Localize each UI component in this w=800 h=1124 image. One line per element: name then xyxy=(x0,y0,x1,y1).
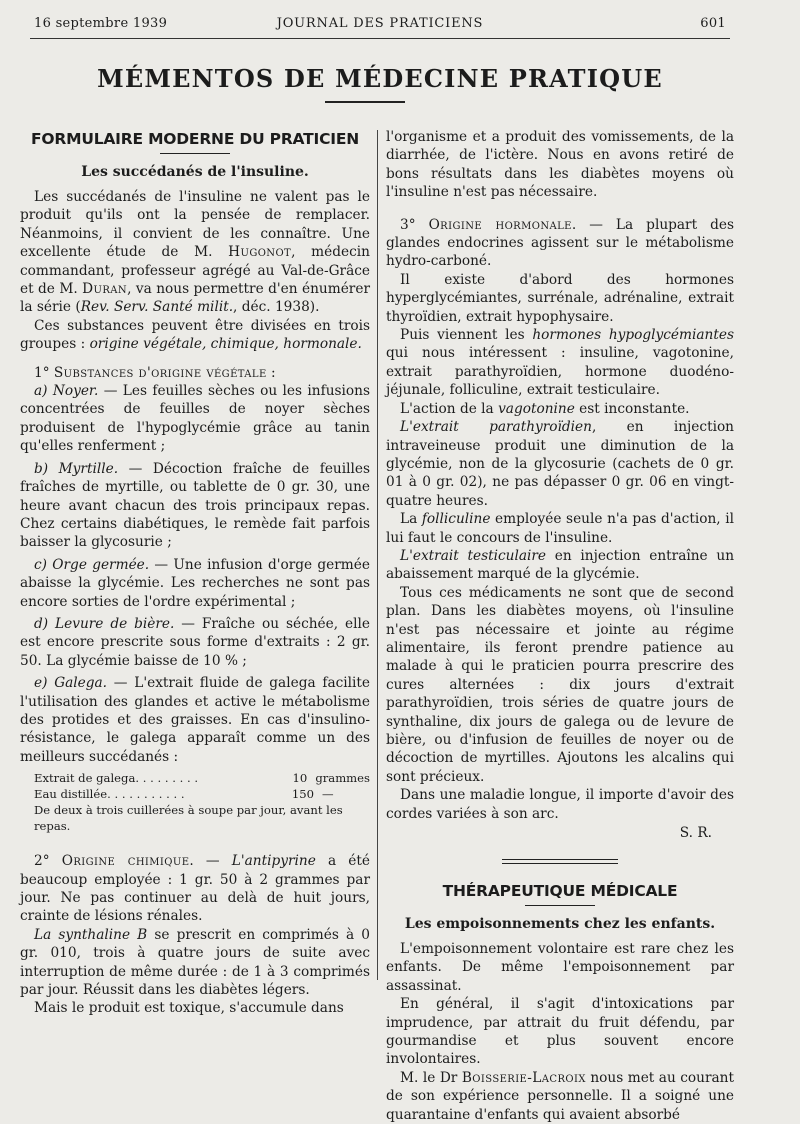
text-run: L'action de la xyxy=(400,400,499,417)
recipe-unit: — xyxy=(322,787,334,802)
section-rule xyxy=(525,905,595,906)
text-run: se prescrit en comprimés à 0 gr. 010, trois à quatre jours de suite avec interruption de même durée : de 1 à 3 comprimés par jour. Réussit dans les diabètes légers. xyxy=(20,926,370,999)
section-title-formulaire: FORMULAIRE MODERNE DU PRATICIEN xyxy=(31,130,359,148)
item-levure xyxy=(20,615,370,670)
journal-title: JOURNAL DES PRATICIENS xyxy=(276,16,484,31)
item-label: e) Galega. xyxy=(34,675,108,692)
text-run: a été beaucoup employée : 1 gr. 50 à 2 grammes par jour. Ne pas continuer au delà de huit jours, crainte de lésions rénales. xyxy=(20,853,370,925)
drug-name: La synthaline B xyxy=(34,926,148,943)
recipe-unit: grammes xyxy=(315,771,370,786)
emphasis: hormones hypoglycémiantes xyxy=(532,327,734,344)
item-galega xyxy=(20,674,370,766)
text-run: , médecin commandant, professeur agrégé au Val-de-Grâce et de M. xyxy=(20,244,370,298)
text-run: Ces substances peuvent être divisées en trois groupes : xyxy=(20,317,370,353)
emphasis: L'extrait testiculaire xyxy=(400,547,547,564)
text-run: Puis viennent les xyxy=(400,327,533,344)
paragraph-hyperglycemiantes: Il existe d'abord des hormones hyperglycémiantes, surrénale, adrénaline, extrait thyroïdien, extrait hypophysaire. xyxy=(386,271,734,325)
paragraph-chimique xyxy=(20,852,370,926)
subsection-title: Substances d'origine végétale xyxy=(53,364,267,381)
paragraph-vagotonine xyxy=(386,400,734,418)
paragraph-parathyroidien xyxy=(386,418,734,510)
signature: S. R. xyxy=(679,825,712,842)
paragraph-folliculine xyxy=(386,510,734,547)
header-rule xyxy=(30,38,730,39)
text-run: Les succédanés de l'insuline ne valent pas le produit qu'ils ont la pensée de remplacer. Néanmoins, il convient de les connaître. Une excellente étude de M. xyxy=(20,189,370,261)
item-orge xyxy=(20,556,370,611)
text-run: qui nous intéressent : insuline, vagotonine, extrait parathyroïdien, hormone duodéno-jéjunale, folliculine, extrait testiculaire. xyxy=(386,345,734,399)
paragraph-hypoglycemiantes xyxy=(386,326,734,400)
text-run: nous met au courant de son expérience personnelle. Il a soigné une quarantaine d'enfants qui avaient absorbé xyxy=(386,1069,734,1123)
article-subtitle-empoisonnements: Les empoisonnements chez les enfants. xyxy=(404,916,716,933)
page-title: MÉMENTOS DE MÉDECINE PRATIQUE xyxy=(97,64,663,93)
page-header xyxy=(30,16,730,36)
recipe-row xyxy=(20,770,370,786)
item-text: — Décoction fraîche de feuilles fraîches de myrtille, ou tablette de 0 gr. 30, une heure avant chacun des trois principaux repas. Chez certains diabétiques, le remède fait parfois baisser la glycosurie ; xyxy=(20,460,370,551)
section-rule xyxy=(160,153,230,154)
item-label: c) Orge germée. xyxy=(34,556,150,573)
paragraph-boisserie xyxy=(386,1069,734,1124)
text-run: 1° xyxy=(34,364,54,381)
item-text: — L'extrait fluide de galega facilite l'utilisation des glandes et active le métabolisme des protides et des graisses. En cas d'insulino-résistance, le galega apparaît comme un des meilleurs succédanés : xyxy=(20,675,370,765)
paragraph-tous: Tous ces médicaments ne sont que de second plan. Dans les diabètes moyens, où l'insuline n'est pas nécessaire et jointe au régime alimentaire, ils feront prendre patience au malade à qui le praticien pourra prescrire des cures alternées : dix jours d'extrait parathyroïdien, trois séries de quatre jours de synthaline, dix jours de galega ou de levure de bière, ou d'infusion de feuilles de noyer ou de décoction de myrtilles. Ajoutons les alcalins qui sont précieux. xyxy=(386,584,734,785)
item-label: d) Levure de bière. xyxy=(34,615,175,632)
paragraph-mais: Mais le produit est toxique, s'accumule dans xyxy=(34,1000,344,1017)
recipe-ingredient: Extrait de galega. . . . . . . . . xyxy=(34,771,199,786)
author-name-hugonot: Hugonot xyxy=(228,244,292,261)
paragraph-empoisonnement: L'empoisonnement volontaire est rare chez les enfants. De même l'empoisonnement par assassinat. xyxy=(386,941,734,994)
recipe-quantity: 10 xyxy=(292,771,308,786)
section-separator xyxy=(502,859,618,864)
section-title-therapeutique: THÉRAPEUTIQUE MÉDICALE xyxy=(442,882,678,901)
item-label: b) Myrtille. xyxy=(34,460,119,477)
author-name-duran: Duran xyxy=(82,281,128,298)
item-text: — Fraîche ou séchée, elle est encore prescrite sous forme d'extraits : 2 gr. 50. La glycémie baisse de 10 % ; xyxy=(20,615,370,669)
left-column xyxy=(20,128,370,1018)
recipe-row xyxy=(20,786,370,802)
text-run: : xyxy=(266,364,276,381)
emphasis: vagotonine xyxy=(498,400,575,417)
issue-date: 16 septembre 1939 xyxy=(34,16,168,31)
item-text: — Une infusion d'orge germée abaisse la glycémie. Les recherches ne sont pas encore sorties de l'ordre expérimental ; xyxy=(20,556,370,610)
heading-vegetal xyxy=(20,364,370,382)
recipe-box xyxy=(20,770,370,834)
text-run: . — La plupart des glandes endocrines agissent sur le métabolisme hydro-carboné. xyxy=(386,216,734,270)
subsection-title: Origine hormonale xyxy=(428,216,572,233)
article-subtitle-insuline: Les succédanés de l'insuline. xyxy=(81,164,309,180)
paragraph-groups xyxy=(20,317,370,354)
text-run: , va nous permettre d'en énumérer la série ( xyxy=(20,281,370,316)
text-run: 3° xyxy=(400,216,429,233)
text-run: en injection entraîne un abaissement marqué de la glycémie. xyxy=(386,547,735,583)
emphasis: folliculine xyxy=(421,511,491,528)
paragraph-continuation: l'organisme et a produit des vomissements, de la diarrhée, de l'ictère. Nous en avons retiré de bons résultats dans les diabètes moyens où l'insuline n'est pas nécessaire. xyxy=(386,129,734,201)
paragraph-testiculaire xyxy=(386,547,734,584)
text-run: 2° xyxy=(34,853,62,870)
title-rule xyxy=(325,101,405,103)
paragraph-synthaline xyxy=(20,926,370,1000)
recipe-note: De deux à trois cuillerées à soupe par jour, avant les repas. xyxy=(34,803,343,834)
emphasis: L'extrait parathyroïdien xyxy=(400,419,592,436)
drug-name: L'antipyrine xyxy=(231,853,316,870)
item-noyer xyxy=(20,382,370,456)
item-label: a) Noyer. xyxy=(34,383,99,400)
recipe-quantity: 150 xyxy=(291,787,314,802)
paragraph-hormonale xyxy=(386,216,734,271)
paragraph-general: En général, il s'agit d'intoxications par imprudence, par attrait du fruit défendu, par gourmandise et plus souvent encore involontaires. xyxy=(386,996,734,1068)
text-run: , en injection intraveineuse produit une diminution de la glycémie, non de la glycosurie (cachets de 0 gr. 01 à 0 gr. 02), ne pas dépasser 0 gr. 06 en vingt-quatre heures. xyxy=(386,419,735,509)
text-run: La xyxy=(400,511,422,528)
text-run: est inconstante. xyxy=(574,400,690,417)
journal-reference: Rev. Serv. Santé milit. xyxy=(80,299,234,316)
text-run: employée seule n'a pas d'action, il lui faut le concours de l'insuline. xyxy=(386,511,734,546)
right-column xyxy=(386,128,734,1124)
item-text: — Les feuilles sèches ou les infusions concentrées de feuilles de noyer sèches produisent de l'hypoglycémie grâce au tanin qu'elles renferment ; xyxy=(20,383,370,455)
text-run: . — xyxy=(189,853,232,870)
page-number: 601 xyxy=(700,16,726,31)
column-divider xyxy=(377,130,378,980)
item-myrtille xyxy=(20,460,370,552)
text-run: , déc. 1938). xyxy=(233,299,320,316)
paragraph-intro xyxy=(20,188,370,317)
subsection-title: Origine chimique xyxy=(61,853,190,870)
recipe-ingredient: Eau distillée. . . . . . . . . . . xyxy=(34,787,185,802)
author-name-boisserie: Boisserie-Lacroix xyxy=(461,1069,586,1086)
groups-list: origine végétale, chimique, hormonale. xyxy=(89,336,362,353)
paragraph-dans: Dans une maladie longue, il importe d'avoir des cordes variées à son arc. xyxy=(386,787,734,822)
text-run: M. le Dr xyxy=(400,1069,462,1086)
